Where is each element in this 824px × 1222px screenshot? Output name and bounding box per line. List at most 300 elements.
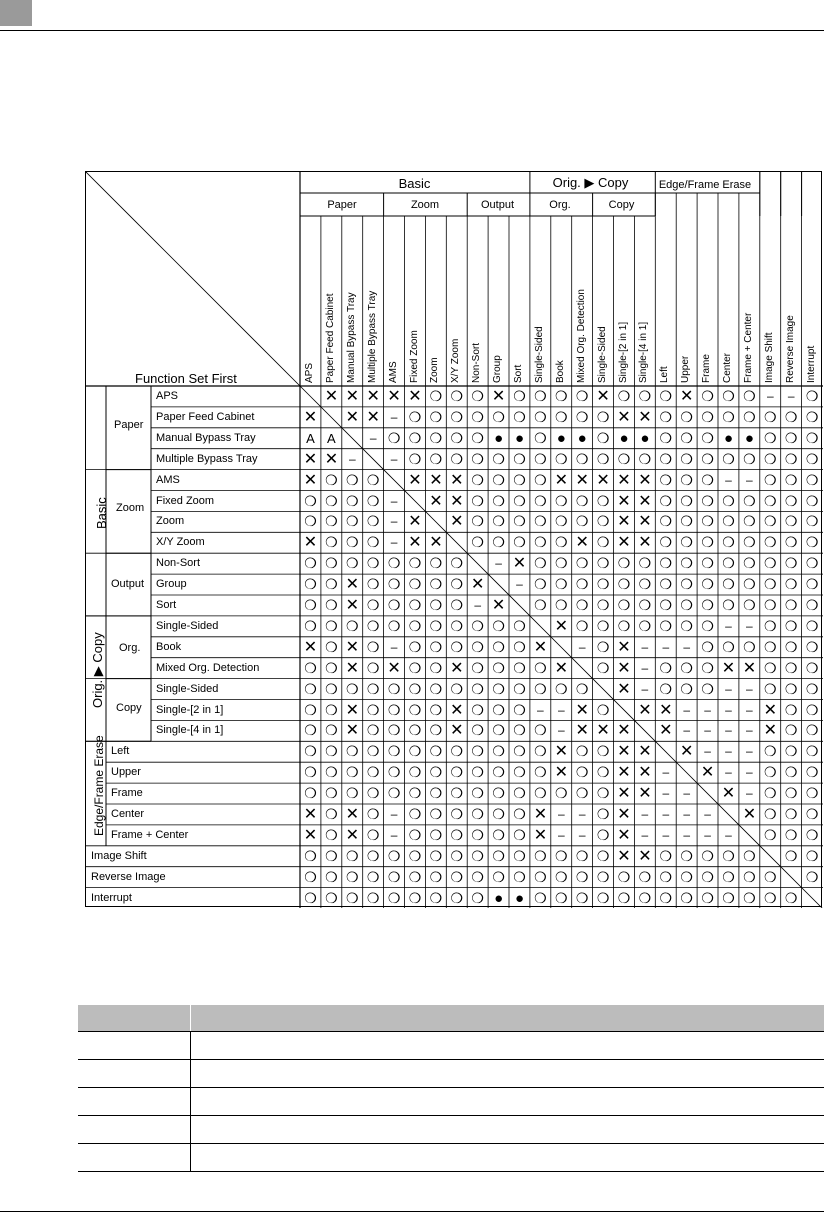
matrix-cell: ❍: [513, 408, 526, 425]
matrix-cell: –: [390, 409, 398, 424]
matrix-cell: ✕: [387, 388, 401, 405]
matrix-cell: ❍: [429, 868, 443, 885]
matrix-cell: ❍: [596, 534, 610, 551]
matrix-cell: ❍: [784, 555, 798, 572]
matrix-cell: ❍: [596, 764, 610, 781]
matrix-cell: ❍: [701, 555, 714, 572]
matrix-cell: ❍: [408, 722, 422, 739]
matrix-cell: ❍: [596, 429, 610, 446]
matrix-cell: –: [725, 723, 732, 738]
matrix-cell: ❍: [764, 617, 777, 634]
matrix-cell: ❍: [366, 513, 380, 530]
matrix-cell: ❍: [638, 576, 652, 593]
matrix-cell: ❍: [784, 764, 798, 781]
matrix-cell: ❍: [701, 534, 714, 551]
matrix-cell: ✕: [679, 388, 694, 405]
matrix-cell: ❍: [429, 597, 443, 613]
matrix-cell: –: [390, 807, 398, 821]
matrix-cell: ❍: [325, 806, 338, 822]
matrix-cell: ✕: [345, 638, 359, 656]
matrix-cell: ❍: [805, 408, 819, 425]
matrix-cell: ❍: [471, 429, 484, 446]
matrix-cell: ❍: [555, 534, 568, 551]
matrix-cell: ❍: [784, 576, 798, 593]
matrix-cell: ❍: [304, 889, 317, 906]
matrix-cell: ❍: [471, 722, 484, 739]
matrix-cell: ❍: [325, 534, 338, 551]
matrix-cell: ✕: [303, 638, 318, 656]
matrix-cell: ❍: [429, 785, 443, 802]
matrix-cell: ❍: [638, 597, 652, 613]
matrix-cell: ✕: [617, 680, 631, 698]
matrix-cell: ✕: [345, 388, 359, 405]
matrix-cell: ❍: [366, 555, 380, 572]
matrix-cell: ❍: [325, 617, 338, 634]
legend-row: [78, 1088, 824, 1116]
matrix-cell: ✕: [554, 764, 568, 782]
matrix-cell: ❍: [784, 743, 798, 760]
matrix-cell: ❍: [492, 722, 505, 739]
matrix-cell: ❍: [471, 659, 484, 676]
matrix-cell: ❍: [722, 638, 735, 655]
matrix-cell: ❍: [534, 513, 547, 530]
matrix-cell: ❍: [304, 868, 317, 885]
row-label: Single-Sided: [156, 619, 219, 632]
matrix-cell: ❍: [805, 701, 819, 718]
matrix-cell: ❍: [429, 638, 443, 655]
matrix-cell: ✕: [345, 576, 359, 594]
column-label: Zoom: [429, 357, 441, 383]
row-group-edge-frame-erase: Edge/Frame Erase: [92, 735, 106, 836]
matrix-cell: ❍: [492, 471, 505, 488]
matrix-cell: ❍: [325, 826, 338, 843]
matrix-cell: ❍: [346, 764, 359, 781]
matrix-cell: ❍: [450, 680, 464, 697]
matrix-cell: ❍: [575, 847, 589, 864]
matrix-cell: ❍: [366, 743, 380, 760]
matrix-cell: ❍: [784, 806, 798, 822]
matrix-cell: –: [683, 807, 691, 821]
matrix-cell: ❍: [596, 555, 610, 572]
matrix-cell: ❍: [366, 492, 380, 509]
matrix-cell: ❍: [534, 743, 547, 760]
top-group-edge-frame-erase: Edge/Frame Erase: [658, 179, 752, 191]
matrix-cell: ❍: [701, 617, 714, 634]
matrix-cell: ❍: [429, 847, 443, 864]
matrix-cell: ❍: [805, 617, 819, 634]
matrix-cell: ❍: [513, 534, 526, 551]
matrix-cell: ●: [640, 429, 650, 447]
matrix-cell: ❍: [764, 450, 777, 467]
matrix-cell: ❍: [555, 889, 568, 906]
matrix-cell: ❍: [513, 785, 526, 802]
matrix-cell: ❍: [492, 847, 505, 864]
matrix-cell: ❍: [764, 680, 777, 697]
matrix-cell: ✕: [638, 743, 652, 761]
matrix-cell: –: [746, 702, 753, 717]
matrix-cell: ❍: [805, 576, 819, 593]
matrix-cell: ❍: [701, 492, 714, 509]
matrix-cell: ❍: [492, 450, 505, 467]
matrix-cell: ❍: [659, 889, 673, 906]
matrix-cell: ✕: [575, 701, 589, 719]
matrix-cell: ❍: [617, 617, 631, 634]
matrix-cell: ❍: [513, 722, 526, 739]
matrix-cell: ❍: [784, 513, 798, 530]
row-label: Zoom: [156, 515, 185, 528]
matrix-cell: ❍: [471, 764, 484, 781]
matrix-cell: ❍: [513, 701, 526, 718]
matrix-cell: A: [327, 430, 336, 446]
row-sub-group-paper: Paper: [114, 419, 144, 431]
matrix-cell: –: [348, 451, 356, 466]
legend-row: [78, 1032, 824, 1060]
matrix-cell: ✕: [303, 534, 318, 552]
matrix-cell: –: [390, 451, 398, 466]
matrix-cell: –: [390, 514, 398, 529]
matrix-cell: ❍: [575, 450, 589, 467]
matrix-cell: ✕: [450, 471, 464, 489]
matrix-cell: ❍: [784, 597, 798, 613]
matrix-cell: ❍: [743, 534, 756, 551]
matrix-cell: ❍: [513, 680, 526, 697]
matrix-cell: ❍: [492, 659, 505, 676]
matrix-cell: ❍: [346, 743, 359, 760]
matrix-cell: ❍: [659, 429, 673, 446]
row-label: Frame + Center: [111, 828, 189, 841]
matrix-cell: ❍: [366, 722, 380, 739]
matrix-cell: –: [641, 681, 649, 696]
matrix-cell: ✕: [575, 722, 589, 740]
matrix-cell: ❍: [304, 513, 317, 530]
matrix-cell: ❍: [596, 806, 610, 822]
matrix-cell: ❍: [743, 868, 756, 885]
matrix-cell: –: [725, 702, 732, 717]
matrix-cell: –: [495, 556, 502, 571]
matrix-cell: ❍: [513, 617, 526, 634]
matrix-cell: ❍: [659, 868, 673, 885]
matrix-cell: ❍: [534, 555, 547, 572]
matrix-cell: ❍: [471, 847, 484, 864]
matrix-cell: ❍: [680, 492, 693, 509]
legend-row: [78, 1144, 824, 1172]
matrix-cell: ❍: [805, 450, 819, 467]
matrix-cell: ❍: [659, 555, 673, 572]
matrix-cell: ❍: [325, 785, 338, 802]
matrix-cell: –: [390, 639, 398, 654]
matrix-cell: ❍: [701, 680, 714, 697]
matrix-cell: ❍: [366, 826, 380, 843]
matrix-cell: ✕: [554, 471, 568, 489]
matrix-cell: ❍: [701, 576, 714, 593]
matrix-cell: ❍: [764, 492, 777, 509]
matrix-cell: –: [725, 827, 732, 842]
matrix-cell: ✕: [303, 450, 318, 468]
matrix-cell: ❍: [805, 743, 819, 760]
matrix-cell: ❍: [534, 597, 547, 613]
matrix-cell: ❍: [680, 847, 693, 864]
matrix-cell: ❍: [304, 576, 317, 593]
matrix-cell: ✕: [638, 847, 652, 865]
matrix-cell: ❍: [555, 388, 568, 404]
matrix-cell: ❍: [429, 555, 443, 572]
matrix-cell: ❍: [304, 680, 317, 697]
matrix-cell: ❍: [680, 513, 693, 530]
matrix-cell: –: [725, 472, 732, 487]
matrix-cell: ✕: [617, 408, 631, 426]
row-label: AMS: [156, 473, 180, 486]
matrix-cell: ✕: [324, 388, 339, 405]
matrix-cell: ❍: [680, 429, 693, 446]
matrix-cell: ❍: [471, 701, 484, 718]
matrix-cell: ❍: [325, 680, 338, 697]
matrix-cell: ❍: [805, 534, 819, 551]
matrix-cell: ✕: [533, 806, 548, 823]
matrix-cell: ❍: [471, 806, 484, 822]
column-label: Image Shift: [763, 332, 775, 383]
matrix-cell: ●: [494, 889, 504, 907]
matrix-cell: ❍: [471, 492, 484, 509]
matrix-cell: –: [641, 807, 649, 821]
matrix-cell: ❍: [575, 680, 589, 697]
row-label: Fixed Zoom: [156, 494, 215, 507]
matrix-cell: ❍: [387, 555, 401, 572]
matrix-cell: ❍: [617, 597, 631, 613]
matrix-cell: ✕: [659, 722, 673, 740]
matrix-cell: ❍: [805, 638, 819, 655]
matrix-cell: ❍: [784, 429, 798, 446]
column-label: Frame + Center: [742, 312, 754, 383]
matrix-cell: ❍: [366, 785, 380, 802]
matrix-cell: ❍: [304, 785, 317, 802]
matrix-cell: –: [578, 639, 586, 654]
matrix-cell: ❍: [764, 597, 777, 613]
matrix-cell: ❍: [492, 492, 505, 509]
matrix-cell: –: [578, 827, 586, 842]
header-rule: [0, 30, 824, 31]
row-group-basic: Basic: [94, 497, 109, 529]
matrix-cell: ✕: [617, 534, 631, 552]
matrix-cell: ❍: [387, 868, 401, 885]
matrix-cell: ❍: [722, 597, 735, 613]
matrix-cell: ❍: [555, 785, 568, 802]
matrix-cell: ❍: [450, 617, 464, 634]
matrix-cell: ❍: [513, 659, 526, 676]
row-label: Interrupt: [91, 891, 132, 904]
matrix-cell: –: [725, 618, 732, 633]
matrix-cell: ✕: [659, 701, 673, 719]
matrix-cell: –: [683, 702, 691, 717]
matrix-cell: ❍: [346, 555, 359, 572]
matrix-cell: ❍: [701, 638, 714, 655]
matrix-cell: ❍: [659, 492, 673, 509]
matrix-cell: ❍: [784, 492, 798, 509]
matrix-cell: ❍: [784, 826, 798, 843]
matrix-cell: ❍: [408, 826, 422, 843]
matrix-cell: ❍: [492, 638, 505, 655]
matrix-cell: ❍: [805, 659, 819, 676]
matrix-cell: ❍: [429, 889, 443, 906]
matrix-cell: ❍: [555, 555, 568, 572]
row-label: Upper: [111, 766, 141, 779]
matrix-cell: ❍: [722, 513, 735, 530]
matrix-cell: ✕: [429, 471, 443, 489]
matrix-cell: ❍: [304, 701, 317, 718]
matrix-cell: ❍: [471, 534, 484, 551]
matrix-cell: ❍: [450, 847, 464, 864]
matrix-cell: ❍: [366, 534, 380, 551]
matrix-cell: –: [578, 807, 586, 821]
matrix-cell: ❍: [429, 450, 443, 467]
matrix-cell: ❍: [764, 408, 777, 425]
matrix-cell: –: [662, 807, 670, 821]
matrix-cell: ✕: [345, 659, 359, 677]
matrix-cell: ❍: [366, 806, 380, 822]
matrix-cell: ❍: [764, 785, 777, 802]
matrix-cell: ❍: [764, 534, 777, 551]
column-label: X/Y Zoom: [450, 338, 462, 383]
matrix-cell: ❍: [429, 764, 443, 781]
matrix-cell: ❍: [346, 868, 359, 885]
matrix-cell: ❍: [366, 597, 380, 613]
column-label: Non-Sort: [471, 342, 483, 383]
matrix-cell: –: [537, 702, 544, 717]
matrix-cell: ❍: [513, 638, 526, 655]
matrix-cell: ❍: [304, 743, 317, 760]
matrix-cell: ❍: [471, 638, 484, 655]
matrix-cell: ❍: [617, 450, 631, 467]
column-label: Frame: [701, 354, 713, 383]
matrix-cell: ✕: [408, 471, 422, 489]
matrix-cell: ❍: [555, 868, 568, 885]
matrix-cell: ❍: [450, 388, 464, 404]
matrix-cell: ❍: [805, 388, 819, 404]
matrix-cell: ✕: [700, 764, 715, 782]
matrix-cell: ❍: [743, 597, 756, 613]
matrix-cell: ❍: [701, 889, 714, 906]
matrix-cell: ❍: [325, 701, 338, 718]
matrix-cell: ✕: [617, 492, 631, 510]
row-label: Left: [111, 745, 130, 758]
matrix-cell: ❍: [325, 847, 338, 864]
matrix-cell: ❍: [513, 471, 526, 488]
matrix-cell: ✕: [303, 806, 318, 823]
matrix-cell: ❍: [325, 889, 338, 906]
matrix-cell: ❍: [784, 471, 798, 488]
matrix-cell: ❍: [555, 450, 568, 467]
matrix-cell: ❍: [366, 847, 380, 864]
matrix-cell: ❍: [429, 826, 443, 843]
matrix-cell: ❍: [680, 450, 693, 467]
matrix-cell: ❍: [408, 429, 422, 446]
matrix-cell: ❍: [450, 868, 464, 885]
matrix-cell: ❍: [680, 597, 693, 613]
matrix-cell: –: [641, 660, 649, 675]
matrix-cell: ❍: [764, 889, 777, 906]
top-group-basic: Basic: [398, 176, 431, 191]
matrix-cell: ❍: [805, 785, 819, 802]
matrix-cell: ❍: [408, 847, 422, 864]
matrix-cell: ✕: [617, 659, 631, 677]
matrix-cell: ❍: [764, 659, 777, 676]
matrix-cell: ❍: [513, 388, 526, 404]
matrix-cell: ❍: [555, 513, 568, 530]
row-label: Manual Bypass Tray: [156, 431, 256, 444]
row-label: Center: [111, 808, 145, 820]
legend-table: [78, 1005, 824, 1172]
matrix-cell: ❍: [596, 513, 610, 530]
matrix-cell: ❍: [659, 513, 673, 530]
matrix-cell: ❍: [575, 743, 589, 760]
matrix-cell: ❍: [346, 847, 359, 864]
matrix-cell: ✕: [575, 534, 589, 552]
matrix-cell: ❍: [304, 555, 317, 572]
matrix-cell: ❍: [575, 889, 589, 906]
matrix-cell: –: [746, 786, 753, 801]
matrix-cell: ❍: [408, 576, 422, 593]
matrix-cell: ✕: [408, 513, 422, 531]
matrix-cell: ❍: [575, 764, 589, 781]
matrix-cell: ❍: [492, 806, 505, 822]
matrix-cell: ❍: [304, 764, 317, 781]
matrix-cell: ❍: [534, 847, 547, 864]
matrix-cell: ✕: [429, 534, 443, 552]
matrix-cell: ✕: [345, 701, 359, 719]
matrix-cell: –: [704, 702, 711, 717]
matrix-cell: ❍: [429, 576, 443, 593]
matrix-cell: ❍: [659, 534, 673, 551]
matrix-cell: ❍: [492, 408, 505, 425]
matrix-cell: ❍: [325, 576, 338, 593]
matrix-cell: ❍: [575, 785, 589, 802]
matrix-cell: ❍: [575, 513, 589, 530]
matrix-cell: ✕: [742, 806, 757, 823]
matrix-cell: ✕: [638, 513, 652, 531]
matrix-cell: –: [704, 723, 711, 738]
matrix-cell: ✕: [303, 408, 318, 426]
matrix-cell: ❍: [346, 471, 359, 488]
matrix-cell: ❍: [701, 847, 714, 864]
matrix-cell: ❍: [680, 534, 693, 551]
matrix-cell: A: [306, 430, 315, 446]
matrix-cell: ❍: [784, 659, 798, 676]
row-label: Frame: [111, 787, 143, 800]
column-label: Single-Sided: [533, 326, 545, 383]
matrix-cell: ❍: [743, 555, 756, 572]
matrix-cell: ❍: [408, 868, 422, 885]
matrix-cell: ❍: [784, 450, 798, 467]
matrix-cell: ❍: [617, 889, 631, 906]
matrix-cell: ❍: [575, 617, 589, 634]
matrix-cell: ❍: [722, 889, 735, 906]
matrix-cell: ❍: [304, 659, 317, 676]
matrix-cell: –: [557, 702, 565, 717]
matrix-cell: –: [746, 723, 753, 738]
matrix-cell: ❍: [659, 408, 673, 425]
matrix-cell: ❍: [596, 408, 610, 425]
matrix-cell: ❍: [325, 555, 338, 572]
matrix-cell: ❍: [764, 555, 777, 572]
matrix-cell: ❍: [387, 597, 401, 613]
matrix-cell: ❍: [617, 576, 631, 593]
matrix-cell: ❍: [387, 785, 401, 802]
matrix-cell: ❍: [471, 743, 484, 760]
matrix-cell: ❍: [492, 764, 505, 781]
matrix-cell: –: [725, 681, 732, 696]
matrix-cell: ❍: [450, 889, 464, 906]
matrix-cell: ❍: [680, 471, 693, 488]
matrix-cell: ❍: [346, 617, 359, 634]
